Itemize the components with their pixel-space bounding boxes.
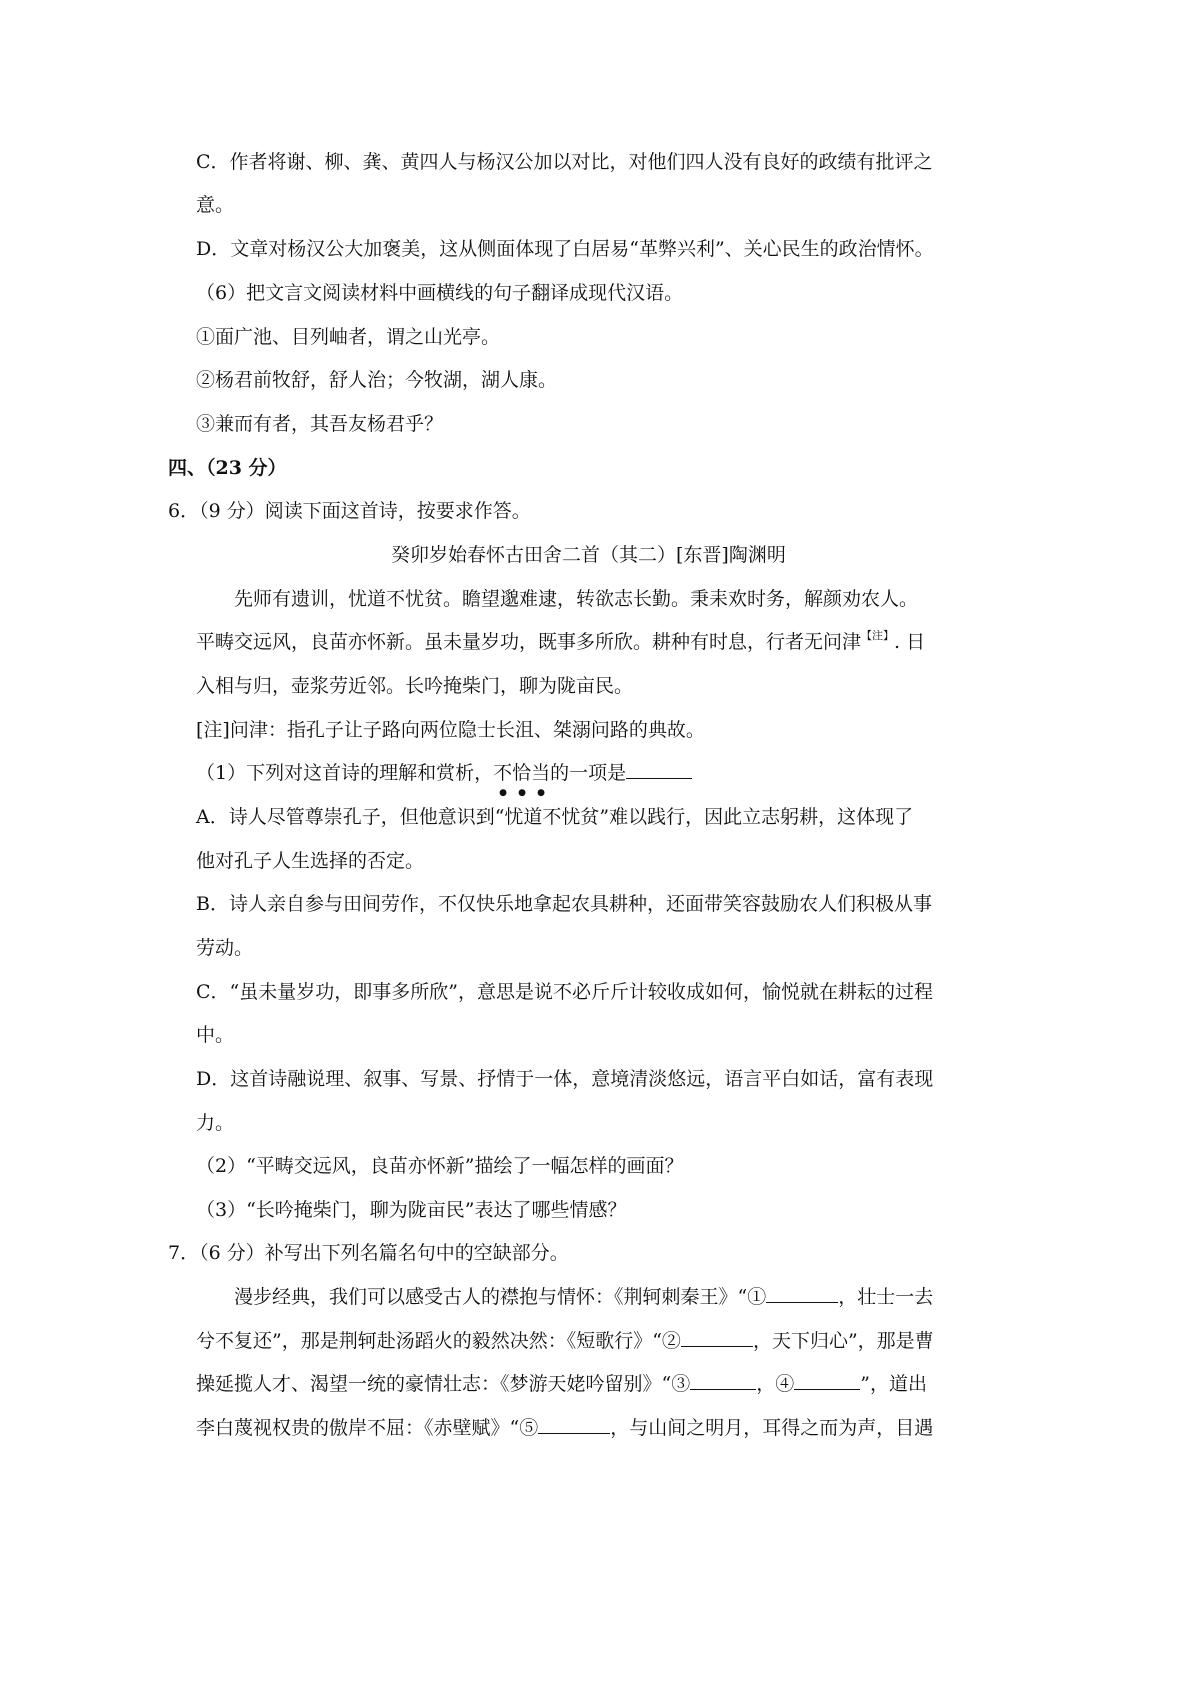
sub-question-1-suffix: 的一项是 <box>550 762 627 784</box>
fill-line-2-text: 兮不复还”，那是荆轲赴汤蹈火的毅然决然：《短歌行》“② <box>196 1330 681 1352</box>
blank-2[interactable] <box>681 1327 753 1347</box>
fill-line-4-end: ，与山间之明月，耳得之而为声，目遇 <box>610 1417 934 1439</box>
emphasis-not-appropriate <box>493 762 551 798</box>
sub-question-2: （2）“平畴交远风，良苗亦怀新”描绘了一幅怎样的画面？ <box>196 1155 684 1177</box>
poem-line-3: 入相与归，壶浆劳近邻。长吟掩柴门，聊为陇亩民。 <box>196 675 634 697</box>
emphasis-dot: ● <box>499 788 507 798</box>
option-c-line1-q6: C．“虽未量岁功，即事多所欣”，意思是说不必斤斤计较收成如何，愉悦就在耕耘的过程 <box>196 981 933 1003</box>
blank-3[interactable] <box>690 1370 756 1390</box>
option-d-line2-q6: 力。 <box>196 1112 235 1134</box>
poem-title: 癸卯岁始春怀古田舍二首（其二）[东晋]陶渊明 <box>391 544 786 566</box>
fill-line-2 <box>196 1326 934 1353</box>
fill-line-3-text: 操延揽人才、渴望一统的豪情壮志：《梦游天姥吟留别》“③ <box>196 1373 691 1395</box>
option-a-line2: 他对孔子人生选择的否定。 <box>196 850 425 872</box>
poem-line-2 <box>196 627 925 654</box>
emphasis-dot: ● <box>537 788 545 798</box>
fill-line-3 <box>196 1369 927 1396</box>
sub-question-3: （3）“长吟掩柴门，聊为陇亩民”表达了哪些情感？ <box>196 1199 627 1221</box>
poem-line-2-text: 平畴交远风，良苗亦怀新。虽未量岁功，既事多所欣。耕种有时息，行者无问津 <box>196 631 862 653</box>
translate-sentence-1: ①面广池、目列岫者，谓之山光亭。 <box>196 326 501 348</box>
emphasis-text: 不恰当 <box>493 762 551 784</box>
fill-line-1-end: ，壮士一去 <box>838 1286 934 1308</box>
fill-line-4 <box>196 1413 933 1440</box>
option-c-line2: 意。 <box>196 194 235 216</box>
option-c-line2-q6: 中。 <box>196 1024 235 1046</box>
option-d: D．文章对杨汉公大加褒美，这从侧面体现了白居易“革弊兴利”、关心民生的政治情怀。 <box>196 238 934 260</box>
translate-sentence-3: ③兼而有者，其吾友杨君乎？ <box>196 413 444 435</box>
fill-line-1 <box>234 1282 933 1309</box>
note-marker: 【注】 <box>861 629 895 642</box>
blank-5[interactable] <box>538 1414 610 1434</box>
option-a-line1: A．诗人尽管尊崇孔子，但他意识到“忧道不忧贫”难以践行，因此立志躬耕，这体现了 <box>196 806 914 828</box>
blank-1[interactable] <box>766 1283 838 1303</box>
q6-translate-instruction: （6）把文言文阅读材料中画横线的句子翻译成现代汉语。 <box>196 282 684 304</box>
poem-line-2-end: . 日 <box>894 631 926 653</box>
fill-line-3-end: ”，道出 <box>860 1373 927 1395</box>
question-7-stem: 7．（6 分）补写出下列名篇名句中的空缺部分。 <box>168 1242 569 1264</box>
sub-question-1-prefix: （1）下列对这首诗的理解和赏析， <box>196 762 494 784</box>
fill-line-2-end: ，天下归心”，那是曹 <box>752 1330 934 1352</box>
poem-annotation: [注]问津：指孔子让子路向两位隐士长沮、桀溺问路的典故。 <box>196 719 705 741</box>
translate-sentence-2: ②杨君前牧舒，舒人治；今牧湖，湖人康。 <box>196 369 558 391</box>
option-b-line2: 劳动。 <box>196 937 254 959</box>
section-heading: 四、（23 分） <box>168 457 287 479</box>
question-6-stem: 6．（9 分）阅读下面这首诗，按要求作答。 <box>168 500 531 522</box>
sub-question-1 <box>196 758 692 798</box>
option-b-line1: B．诗人亲自参与田间劳作，不仅快乐地拿起农具耕种，还面带笑容鼓励农人们积极从事 <box>196 893 932 915</box>
answer-blank[interactable] <box>626 759 692 779</box>
poem-line-1: 先师有遗训，忧道不忧贫。瞻望邈难逮，转欲志长勤。秉耒欢时务，解颜劝农人。 <box>234 588 919 610</box>
option-d-line1-q6: D．这首诗融说理、叙事、写景、抒情于一体，意境清淡悠远，语言平白如话，富有表现 <box>196 1068 934 1090</box>
option-c-line1: C．作者将谢、柳、龚、黄四人与杨汉公加以对比，对他们四人没有良好的政绩有批评之 <box>196 151 933 173</box>
emphasis-dot: ● <box>518 788 526 798</box>
fill-line-1-text: 漫步经典，我们可以感受古人的襟抱与情怀：《荆轲刺秦王》“① <box>234 1286 767 1308</box>
fill-line-4-text: 李白蔑视权贵的傲岸不屈：《赤壁赋》“⑤ <box>196 1417 539 1439</box>
fill-line-3-mid: ，④ <box>756 1373 795 1395</box>
blank-4[interactable] <box>794 1370 860 1390</box>
